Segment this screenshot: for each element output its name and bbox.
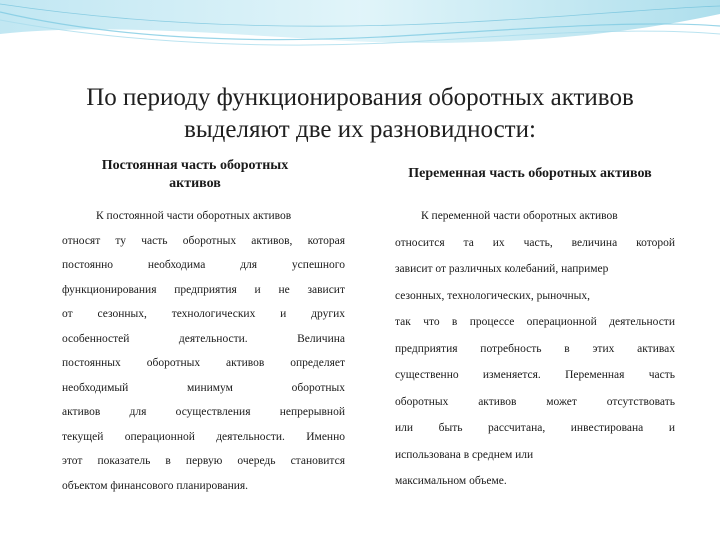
left-column-text bbox=[62, 208, 345, 502]
text-line: активов для осуществления непрерывной bbox=[62, 406, 345, 418]
text-line: постоянных оборотных активов определяет bbox=[62, 357, 345, 369]
text-line: постоянно необходима для успешного bbox=[62, 259, 345, 271]
left-column-heading bbox=[60, 157, 330, 193]
text-line: существенно изменяется. Переменная часть bbox=[395, 369, 675, 381]
slide-title bbox=[30, 82, 690, 146]
left-heading-line-2: активов bbox=[169, 176, 221, 191]
text-line: текущей операционной деятельности. Именно bbox=[62, 430, 345, 443]
text-line: от сезонных, технологических и других bbox=[62, 308, 345, 320]
text-line: функционирования предприятия и не зависит bbox=[62, 283, 345, 296]
text-line: так что в процессе операционной деятельности bbox=[395, 316, 675, 328]
text-line: оборотных активов может отсутствовать bbox=[395, 395, 675, 408]
text-line: относится та их часть, величина которой bbox=[395, 236, 675, 249]
text-line: максимальном объеме. bbox=[395, 475, 507, 487]
text-line: К постоянной части оборотных активов bbox=[96, 210, 292, 222]
text-line: этот показатель в первую очередь становится bbox=[62, 455, 345, 467]
text-line: или быть рассчитана, инвестирована и bbox=[395, 422, 675, 434]
right-column-text bbox=[395, 208, 675, 500]
header-wave-decoration bbox=[0, 0, 720, 60]
text-line: К переменной части оборотных активов bbox=[421, 210, 618, 222]
text-line: особенностей деятельности. Величина bbox=[62, 332, 345, 345]
text-line: относят ту часть оборотных активов, которая bbox=[62, 234, 345, 247]
text-line: объектом финансового планирования. bbox=[62, 479, 249, 492]
slide-title-line-1: По периоду функционирования оборотных активов bbox=[86, 84, 634, 111]
slide-title-line-2: выделяют две их разновидности: bbox=[184, 116, 536, 143]
left-heading-line-1: Постоянная часть оборотных bbox=[101, 158, 289, 173]
text-line: предприятия потребность в этих активах bbox=[395, 342, 675, 355]
text-line: зависит от различных колебаний, например bbox=[395, 263, 609, 275]
text-line: использована в среднем или bbox=[395, 448, 534, 461]
right-column-heading: Переменная часть оборотных активов bbox=[408, 166, 652, 181]
text-line: необходимый минимум оборотных bbox=[62, 381, 345, 394]
text-line: сезонных, технологических, рыночных, bbox=[395, 289, 590, 302]
